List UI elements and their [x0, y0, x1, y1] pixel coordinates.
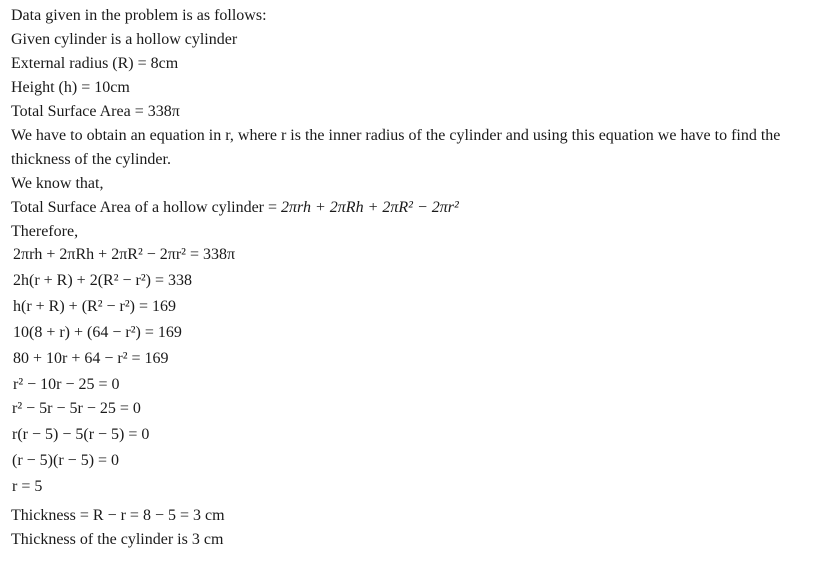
height-value: Height (h) = 10cm	[11, 79, 130, 96]
hollow-cylinder-statement: Given cylinder is a hollow cylinder	[11, 31, 238, 48]
tsa-formula: 2πrh + 2πRh + 2πR² − 2πr²	[281, 199, 459, 216]
equation-4: 10(8 + r) + (64 − r²) = 169	[13, 324, 182, 341]
equation-6: r² − 10r − 25 = 0	[13, 376, 120, 393]
equation-9: (r − 5)(r − 5) = 0	[12, 452, 120, 469]
total-surface-area-value: Total Surface Area = 338π	[11, 103, 180, 120]
we-know-that: We know that,	[11, 175, 104, 192]
equation-5: 80 + 10r + 64 − r² = 169	[13, 350, 169, 367]
thickness-calculation: Thickness = R − r = 8 − 5 = 3 cm	[11, 507, 225, 524]
equation-8: r(r − 5) − 5(r − 5) = 0	[12, 426, 150, 443]
tsa-formula-label: Total Surface Area of a hollow cylinder =	[11, 199, 282, 216]
conclusion-text: Thickness of the cylinder is 3 cm	[11, 531, 224, 548]
tsa-formula-line	[11, 196, 831, 220]
objective-text: We have to obtain an equation in r, where r is the inner radius of the cylinder and using this equation we have to find the thickness of the cylinder.	[11, 127, 781, 168]
solution-document	[11, 4, 831, 552]
equation-7: r² − 5r − 5r − 25 = 0	[12, 400, 141, 417]
external-radius: External radius (R) = 8cm	[11, 55, 179, 72]
intro-text: Data given in the problem is as follows:	[11, 7, 267, 24]
therefore-text: Therefore,	[11, 223, 79, 240]
equation-10: r = 5	[12, 478, 43, 495]
equation-1: 2πrh + 2πRh + 2πR² − 2πr² = 338π	[13, 246, 236, 263]
equation-2: 2h(r + R) + 2(R² − r²) = 338	[13, 272, 192, 289]
equation-block	[11, 244, 831, 504]
equation-3: h(r + R) + (R² − r²) = 169	[13, 298, 176, 315]
